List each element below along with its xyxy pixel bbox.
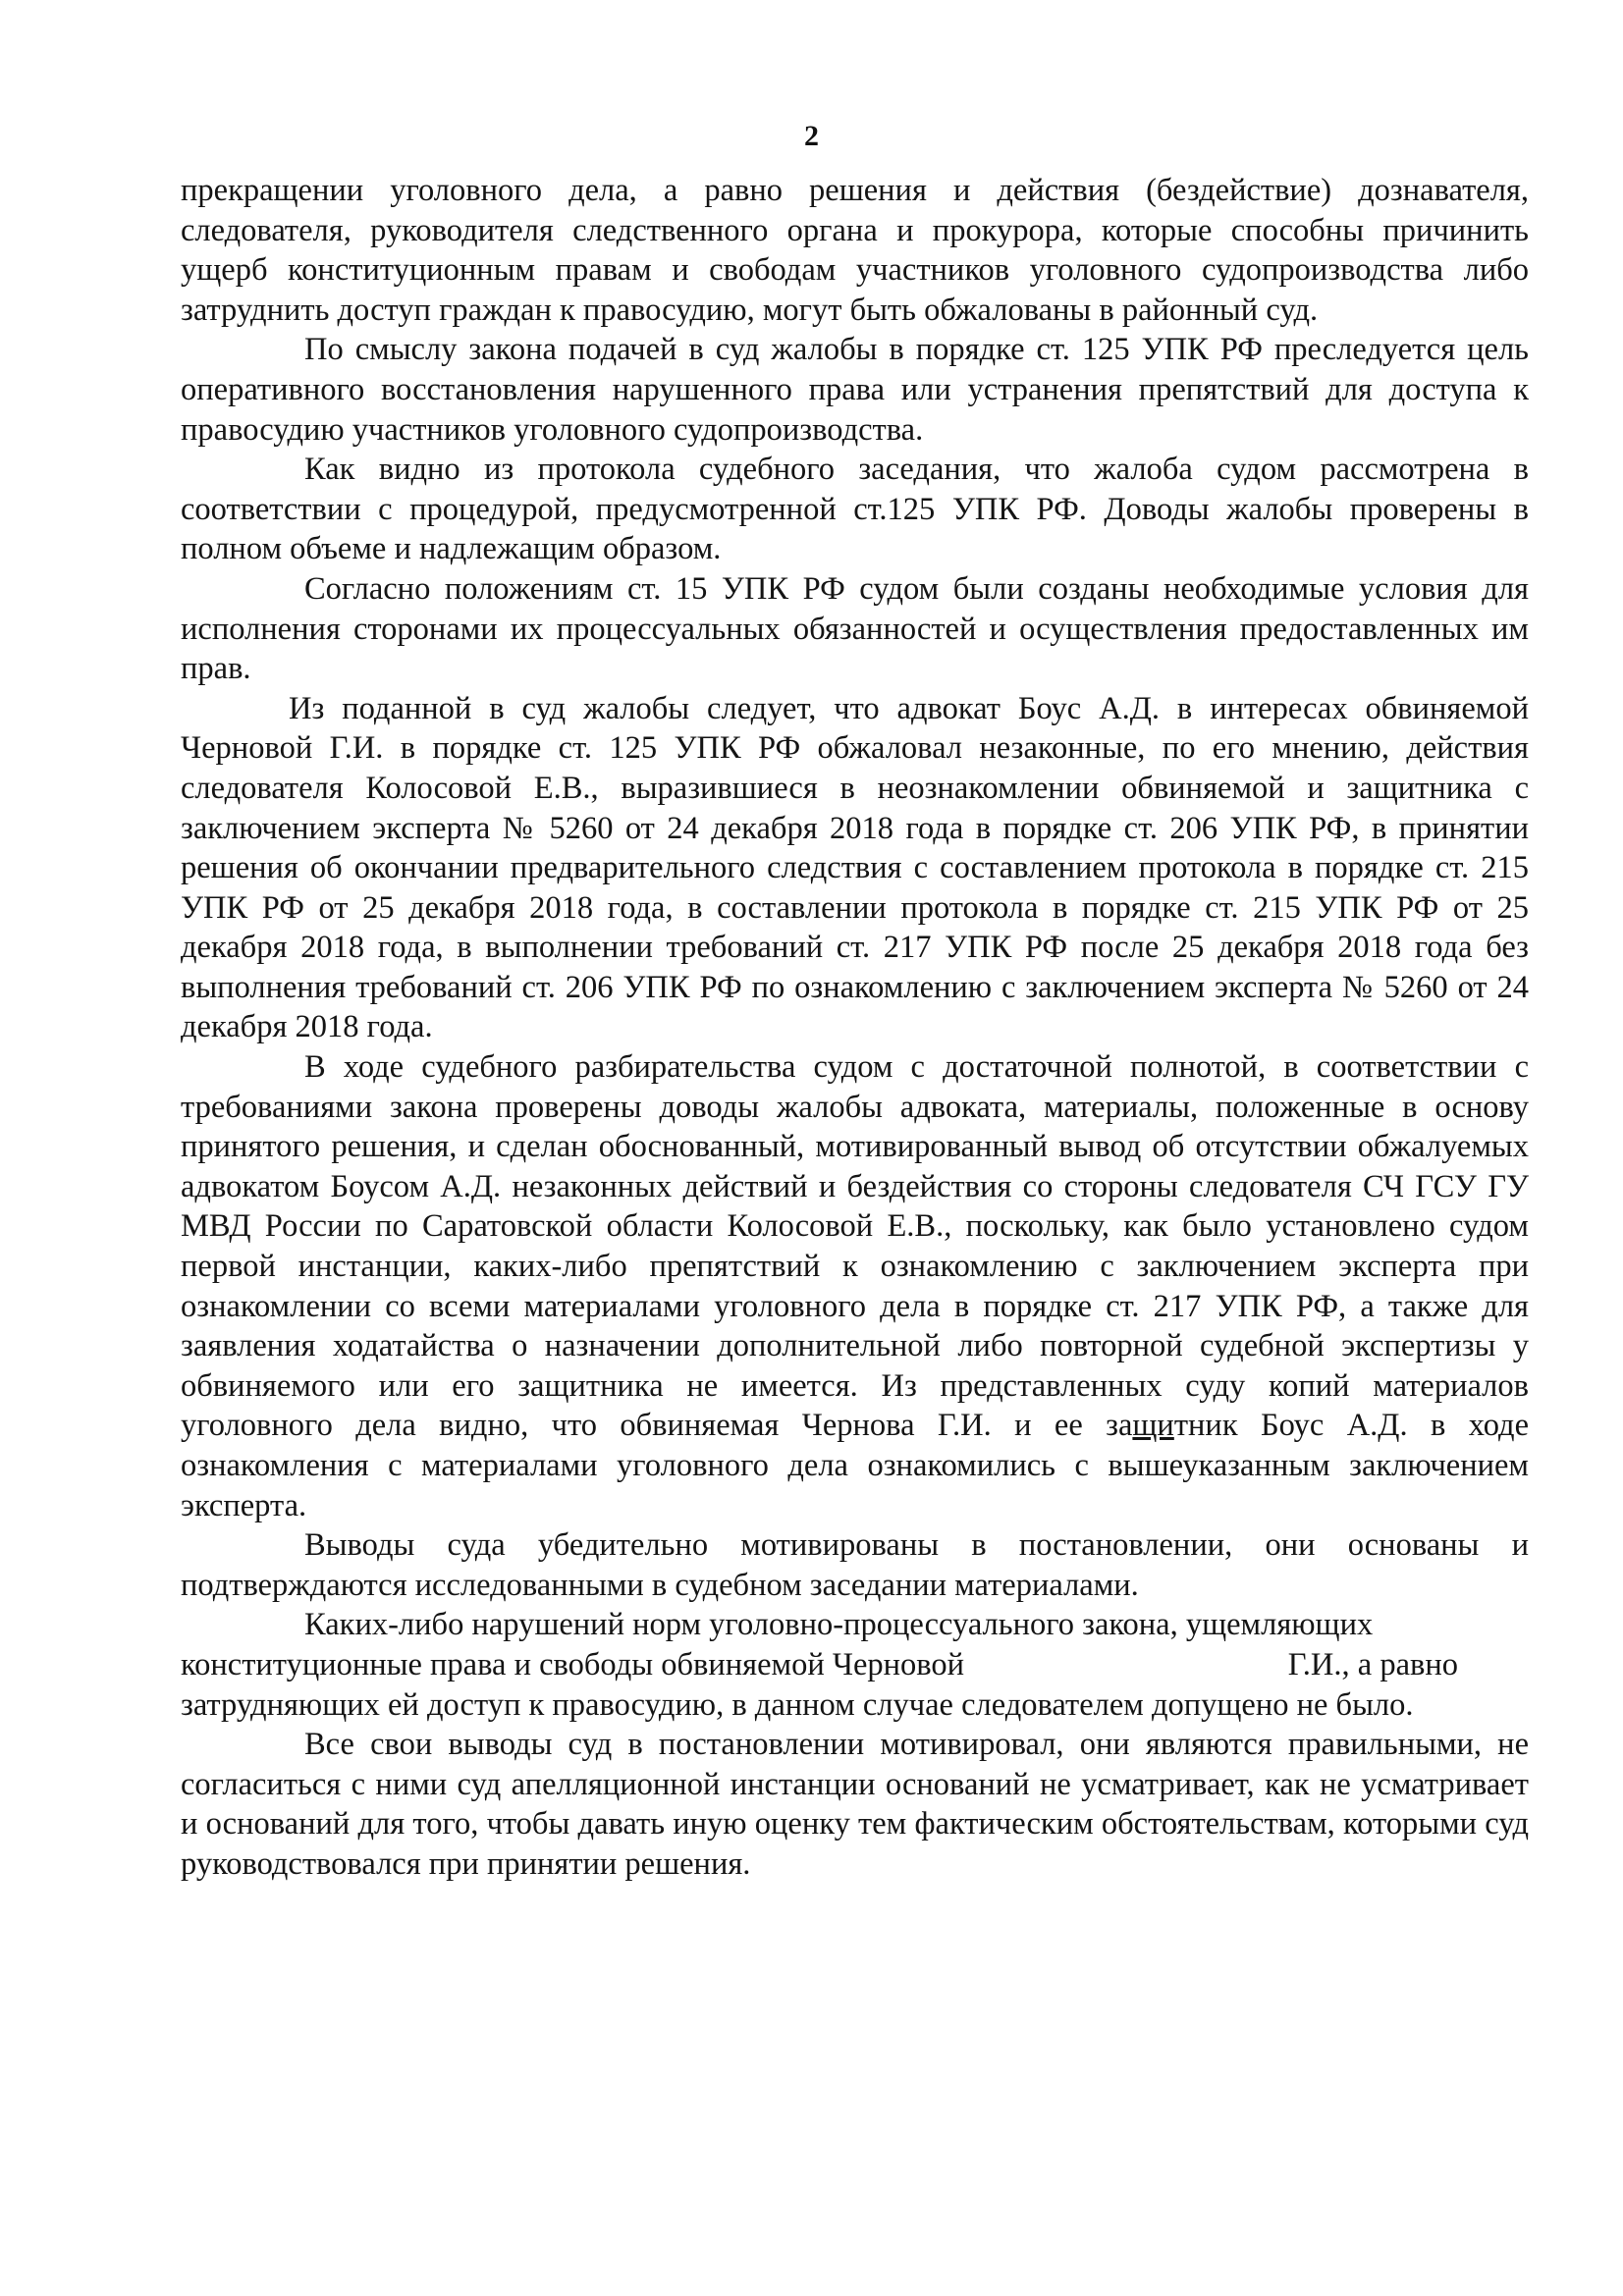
paragraph-8-line-2 [181,1645,1529,1685]
paragraph-2: По смыслу закона подачей в суд жалобы в порядке ст. 125 УПК РФ преследуется цель оперативного восстановления нарушенного права или устранения препятствий для доступа к правосудию участников уголовного судопроизводства. [181,332,1529,448]
page-number: 2 [804,120,819,152]
paragraph-6-underlined: щи [1132,1408,1174,1444]
paragraph-9: Все свои выводы суд в постановлении мотивировал, они являются правильными, не согласиться с ними суд апелляционной инстанции оснований не усматривает, как не усматривает и оснований для того, чтобы давать иную оценку тем фактическим обстоятельствам, которыми суд руководствовался при принятии решения. [181,1727,1529,1882]
paragraph-8-line-2-left: конституционные права и свободы обвиняемой Черновой [181,1646,965,1682]
paragraph-7: Выводы суда убедительно мотивированы в постановлении, они основаны и подтверждаются исследованными в судебном заседании материалами. [181,1527,1529,1603]
paragraph-1: прекращении уголовного дела, а равно решения и действия (бездействие) дознавателя, следователя, руководителя следственного органа и прокурора, которые способны причинить ущерб конституционным правам и свободам участников уголовного судопроизводства либо затруднить доступ граждан к правосудию, могут быть обжалованы в районный суд. [181,173,1529,328]
paragraph-8-line-2-right: Г.И., а равно [1287,1646,1458,1682]
paragraph-8-rest: затрудняющих ей доступ к правосудию, в данном случае следователем допущено не было. [181,1686,1414,1723]
paragraph-8 [181,1605,1529,1725]
paragraph-6 [181,1047,1529,1525]
paragraph-4: Согласно положениям ст. 15 УПК РФ судом были созданы необходимые условия для исполнения сторонами их процессуальных обязанностей и осуществления предоставленных им прав. [181,570,1529,687]
paragraph-6-part-1: В ходе судебного разбирательства судом с достаточной полнотой, в соответствии с требованиями закона проверены доводы жалобы адвоката, материалы, положенные в основу принятого решения, и сделан обоснованный, мотивированный вывод об отсутствии обжалуемых адвокатом Боусом А.Д. незаконных действий и бездействия со стороны следователя СЧ ГСУ ГУ МВД России по Саратовской области Колосовой Е.В., поскольку, как было установлено судом первой инстанции, каких-либо препятствий к ознакомлению с заключением эксперта при ознакомлении со всеми материалами уголовного дела в порядке ст. 217 УПК РФ, а также для заявления ходатайства о назначении дополнительной либо повторной судебной экспертизы у обвиняемого или его защитника не имеется. Из представленных суду копий материалов уголовного дела видно, что обвиняемая Чернова Г.И. и ее за [181,1049,1529,1444]
paragraph-6-part-2: тник Боус А.Д. в ходе ознакомления с материалами уголовного дела ознакомились с вышеуказанным заключением эксперта. [181,1408,1529,1523]
paragraph-5: Из поданной в суд жалобы следует, что адвокат Боус А.Д. в интересах обвиняемой Черновой Г.И. в порядке ст. 125 УПК РФ обжаловал незаконные, по его мнению, действия следователя Колосовой Е.В., выразившиеся в неознакомлении обвиняемой и защитника с заключением эксперта № 5260 от 24 декабря 2018 года в порядке ст. 206 УПК РФ, в принятии решения об окончании предварительного следствия с составлением протокола в порядке ст. 215 УПК РФ от 25 декабря 2018 года, в составлении протокола в порядке ст. 215 УПК РФ от 25 декабря 2018 года, в выполнении требований ст. 217 УПК РФ после 25 декабря 2018 года без выполнения требований ст. 206 УПК РФ по ознакомлению с заключением эксперта № 5260 от 24 декабря 2018 года. [181,690,1529,1045]
paragraph-3: Как видно из протокола судебного заседания, что жалоба судом рассмотрена в соответствии с процедурой, предусмотренной ст.125 УПК РФ. Доводы жалобы проверены в полном объеме и надлежащим образом. [181,452,1529,567]
document-body [181,171,1529,1885]
paragraph-8-line-1: Каких-либо нарушений норм уголовно-процессуального закона, ущемляющих [304,1607,1374,1643]
